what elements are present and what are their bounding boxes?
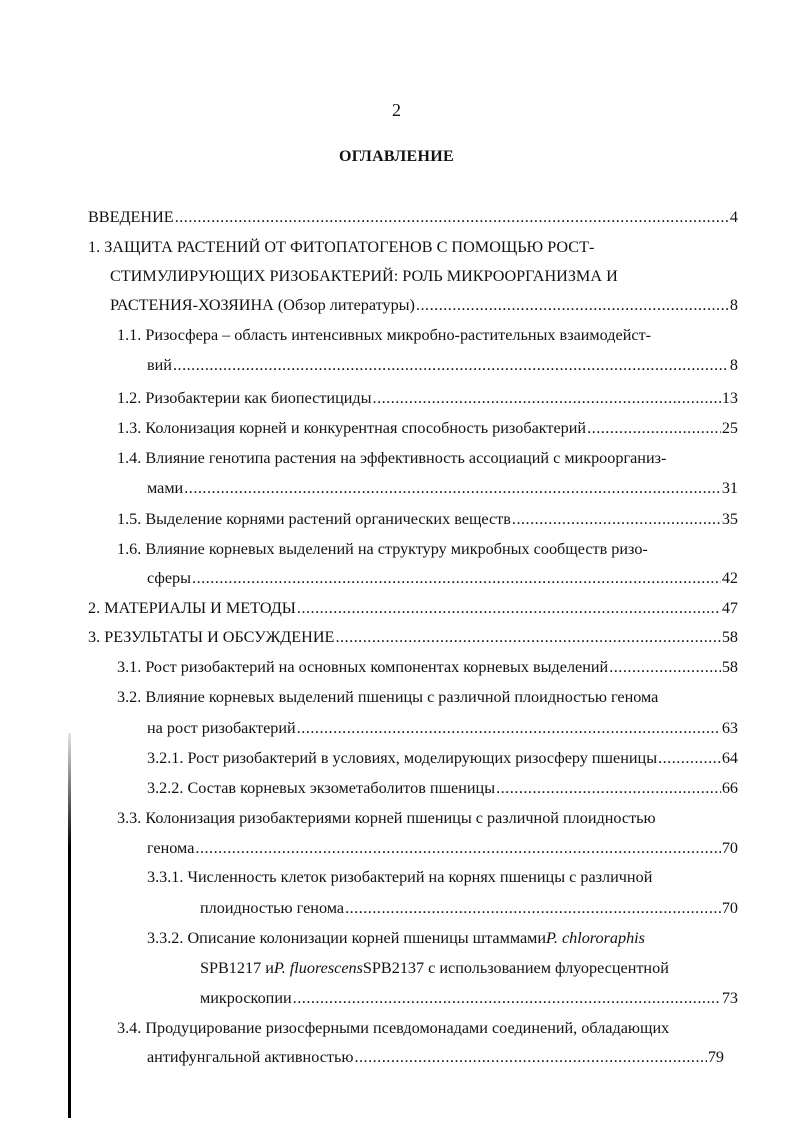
toc-entry-text: генома: [147, 839, 195, 857]
toc-entry-3-2-2[interactable]: [147, 778, 738, 798]
toc-entry-3-3-end[interactable]: [147, 838, 738, 858]
scan-edge-line: [68, 733, 71, 1118]
toc-entry-text: 3. РЕЗУЛЬТАТЫ И ОБСУЖДЕНИЕ: [88, 628, 335, 646]
toc-entry-text: ВВЕДЕНИЕ: [88, 208, 174, 226]
toc-entry-text: РАСТЕНИЯ-ХОЗЯИНА (Обзор литературы): [110, 296, 415, 314]
leader-dots: [175, 207, 729, 227]
leader-dots: [658, 748, 721, 768]
species-name: P. fluorescens: [273, 959, 363, 977]
species-name: P. chlororaphis: [546, 929, 645, 947]
toc-entry-1-2[interactable]: [117, 388, 738, 408]
toc-entry-chapter-1-cont[interactable]: [110, 266, 618, 286]
toc-entry-text: 2. МАТЕРИАЛЫ И МЕТОДЫ: [88, 599, 296, 617]
toc-entry-text: 3.3. Колонизация ризобактериями корней пшеницы с различной плоидностью: [117, 809, 656, 827]
toc-page-number: 4: [729, 208, 738, 226]
toc-page-number: 64: [721, 749, 738, 767]
toc-entry-text: вий: [147, 356, 172, 374]
toc-entry-3-4-end[interactable]: [147, 1047, 724, 1067]
leader-dots: [297, 718, 721, 738]
toc-entry-text: 3.1. Рост ризобактерий на основных компонентах корневых выделений: [117, 658, 609, 676]
toc-entry-text: 3.4. Продуцирование ризосферными псевдомонадами соединений, обладающих: [117, 1019, 670, 1037]
toc-entry-text: 1.5. Выделение корнями растений органических веществ: [117, 510, 511, 528]
toc-entry-text: 1.3. Колонизация корней и конкурентная способность ризобактерий: [117, 419, 587, 437]
toc-entry-text: 3.3.1. Численность клеток ризобактерий на корнях пшеницы с различной: [147, 868, 653, 886]
toc-entry-intro[interactable]: [88, 207, 738, 227]
leader-dots: [345, 898, 721, 918]
toc-entry-text: 3.2.1. Рост ризобактерий в условиях, моделирующих ризосферу пшеницы: [147, 749, 658, 767]
toc-entry-3-2[interactable]: [117, 687, 658, 707]
toc-page-number: 66: [721, 779, 738, 797]
toc-entry-3-4[interactable]: [117, 1018, 669, 1038]
toc-entry-3-2-1[interactable]: [147, 748, 738, 768]
toc-entry-1-4[interactable]: [117, 448, 666, 468]
toc-entry-text: 1.4. Влияние генотипа растения на эффективность ассоциаций с микроорганиз-: [117, 449, 667, 467]
toc-title: ОГЛАВЛЕНИЕ: [339, 148, 454, 165]
toc-entry-text: 3.3.2. Описание колонизации корней пшеницы штаммами: [147, 929, 547, 947]
toc-entry-text: 1.6. Влияние корневых выделений на структуру микробных сообществ ризо-: [117, 540, 648, 558]
toc-entry-3-3-2-cont[interactable]: [200, 958, 669, 978]
toc-entry-text: 3.2.2. Состав корневых экзометаболитов пшеницы: [147, 779, 496, 797]
toc-page-number: 70: [721, 899, 738, 917]
leader-dots: [609, 657, 721, 677]
leader-dots: [373, 388, 721, 408]
toc-entry-1-3[interactable]: [117, 418, 738, 438]
toc-entry-1-4-end[interactable]: [147, 478, 738, 498]
toc-entry-1-5[interactable]: [117, 509, 738, 529]
toc-page-number: 70: [721, 839, 738, 857]
toc-page-number: 58: [721, 658, 738, 676]
toc-entry-chapter-3[interactable]: [88, 627, 738, 647]
leader-dots: [587, 418, 721, 438]
toc-entry-3-3[interactable]: [117, 808, 656, 828]
toc-entry-text: плоидностью генома: [200, 899, 345, 917]
toc-page-number: 63: [721, 719, 738, 737]
leader-dots: [416, 295, 729, 315]
toc-entry-3-3-1-end[interactable]: [200, 898, 738, 918]
toc-entry-text: мами: [147, 479, 184, 497]
toc-entry-3-3-2[interactable]: [147, 928, 645, 948]
toc-page-number: 58: [721, 628, 738, 646]
toc-entry-1-6[interactable]: [117, 539, 648, 559]
toc-entry-3-2-end[interactable]: [147, 718, 738, 738]
toc-page-number: 35: [721, 510, 738, 528]
leader-dots: [354, 1047, 706, 1067]
toc-entry-3-1[interactable]: [117, 657, 738, 677]
leader-dots: [195, 838, 720, 858]
toc-page-number: 25: [721, 419, 738, 437]
toc-page-number: 8: [729, 356, 738, 374]
toc-entry-text: 3.2. Влияние корневых выделений пшеницы с различной плоидностью генома: [117, 688, 659, 706]
leader-dots: [184, 478, 721, 498]
toc-page-number: 79: [707, 1048, 724, 1066]
toc-entry-text: сферы: [147, 569, 192, 587]
leader-dots: [297, 598, 721, 618]
toc-entry-text: 1. ЗАЩИТА РАСТЕНИЙ ОТ ФИТОПАТОГЕНОВ С ПОМОЩЬЮ РОСТ-: [88, 238, 595, 256]
toc-entry-chapter-1-end[interactable]: [110, 295, 738, 315]
leader-dots: [496, 778, 721, 798]
toc-entry-chapter-1[interactable]: [88, 237, 594, 257]
toc-entry-chapter-2[interactable]: [88, 598, 738, 618]
leader-dots: [192, 568, 721, 588]
leader-dots: [335, 627, 720, 647]
toc-page-number: 47: [721, 599, 738, 617]
toc-page-number: 42: [721, 569, 738, 587]
page-number: 2: [392, 100, 401, 120]
toc-entry-1-6-end[interactable]: [147, 568, 738, 588]
toc-entry-text: 1.2. Ризобактерии как биопестициды: [117, 389, 372, 407]
toc-page-number: 73: [721, 989, 738, 1007]
toc-entry-text: SPB2137 с использованием флуоресцентной: [362, 959, 669, 977]
toc-entry-text: микроскопии: [200, 989, 292, 1007]
leader-dots: [512, 509, 721, 529]
leader-dots: [173, 355, 729, 375]
toc-entry-3-3-2-end[interactable]: [200, 988, 738, 1008]
toc-entry-text: на рост ризобактерий: [147, 719, 296, 737]
toc-entry-text: СТИМУЛИРУЮЩИХ РИЗОБАКТЕРИЙ: РОЛЬ МИКРООРГАНИЗМА И: [110, 267, 618, 285]
toc-entry-text: SPB1217 и: [200, 959, 274, 977]
leader-dots: [293, 988, 721, 1008]
toc-entry-text: антифунгальной активностью: [147, 1048, 354, 1066]
toc-page-number: 31: [721, 479, 738, 497]
toc-entry-text: 1.1. Ризосфера – область интенсивных микробно-растительных взаимодейст-: [117, 326, 652, 344]
toc-page-number: 8: [729, 296, 738, 314]
toc-entry-3-3-1[interactable]: [147, 867, 652, 887]
toc-entry-1-1[interactable]: [117, 325, 651, 345]
toc-page-number: 13: [721, 389, 738, 407]
toc-entry-1-1-end[interactable]: [147, 355, 738, 375]
